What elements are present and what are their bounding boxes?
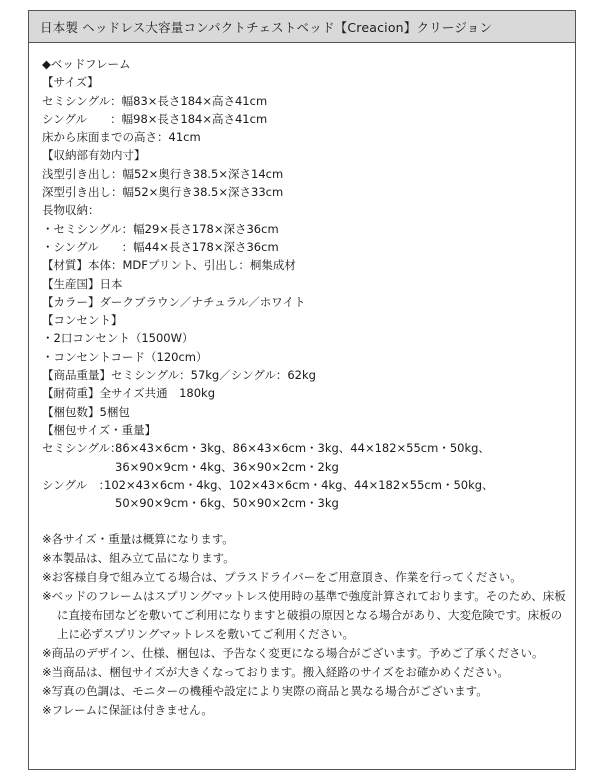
packing-semi-single-values-cont: 36×90×9cm・4kg、36×90×2cm・2kg [115,459,339,474]
size-semi-single: セミシングル：幅83×長さ184×高さ41cm [42,93,268,108]
deep-drawer: 深型引き出し：幅52×奥行き38.5×深さ33cm [42,185,284,200]
origin: 【生産国】日本 [42,276,123,291]
note-strength: ※ベッドのフレームはスプリングマットレス使用時の基準で強度計算されております。そのため、床板 [42,589,566,604]
notes-list [42,530,575,720]
long-storage-single: ・シングル ：幅44×長さ178×深さ36cm [42,239,279,254]
packing-semi-single-row [42,439,575,457]
packing-single-values-cont: 50×90×9cm・6kg、50×90×2cm・3kg [115,496,339,511]
spec-box [28,10,576,770]
packing-single-values: 102×43×6cm・4kg、102×43×6cm・4kg、44×182×55cm・50kg、 [104,477,494,492]
outlet-heading: 【コンセント】 [42,313,123,328]
storage-heading: 【収納部有効内寸】 [42,148,146,163]
long-storage-semi-single: ・セミシングル：幅29×長さ178×深さ36cm [42,221,279,236]
product-weight: 【商品重量】セミシングル：57kg／シングル：62kg [42,368,316,383]
shallow-drawer: 浅型引き出し：幅52×奥行き38.5×深さ14cm [42,166,284,181]
size-heading: 【サイズ】 [42,75,99,90]
note-no-warranty: ※フレームに保証は付きません。 [42,703,213,718]
long-storage-heading: 長物収納： [42,203,100,218]
note-screwdriver: ※お客様自身で組み立てる場合は、プラスドライバーをご用意頂き、作業を行ってください。 [42,570,522,585]
packing-single-label: シングル ： [42,477,111,492]
note-color-tone: ※写真の色調は、モニターの機種や設定により実際の商品と異なる場合がございます。 [42,684,488,699]
colors: 【カラー】ダークブラウン／ナチュラル／ホワイト [42,294,306,309]
note-strength-cont2: 上に必ずスプリングマットレスを敷いてご利用ください。 [57,627,355,642]
outlet-detail: ・2口コンセント（1500W） [42,331,194,346]
load-capacity: 【耐荷重】全サイズ共通 180kg [42,386,215,401]
note-design-change: ※商品のデザイン、仕様、梱包は、予告なく変更になる場合がございます。予めご了承ください。 [42,646,544,661]
product-title: 日本製 ヘッドレス大容量コンパクトチェストベッド【Creacion】クリージョン [40,19,493,35]
material: 【材質】本体：MDFプリント、引出し：桐集成材 [42,258,296,273]
note-package-size: ※当商品は、梱包サイズが大きくなっております。搬入経路のサイズをお確かめください。 [42,665,509,680]
size-single: シングル ：幅98×長さ184×高さ41cm [42,111,268,126]
frame-heading: ◆ベッドフレーム [42,57,131,71]
note-assembly: ※本製品は、組み立て品になります。 [42,551,235,566]
note-strength-cont1: に直接布団などを敷いてご利用になりますと破損の原因となる場合があり、大変危険です。床板の [57,608,563,623]
floor-height: 床から床面までの高さ：41cm [42,130,201,145]
packing-semi-single-label: セミシングル： [42,441,122,456]
packing-single-row [42,476,575,494]
package-count: 【梱包数】5梱包 [42,404,130,419]
packing-semi-single-values: 86×43×6cm・3kg、86×43×6cm・3kg、44×182×55cm・50kg、 [115,441,490,456]
note-approx: ※各サイズ・重量は概算になります。 [42,532,234,547]
outlet-cord: ・コンセントコード（120cm） [42,349,208,364]
spec-header [29,11,575,43]
spec-content [29,43,575,720]
section-spacer [42,512,575,530]
packing-heading: 【梱包サイズ・重量】 [42,422,157,437]
